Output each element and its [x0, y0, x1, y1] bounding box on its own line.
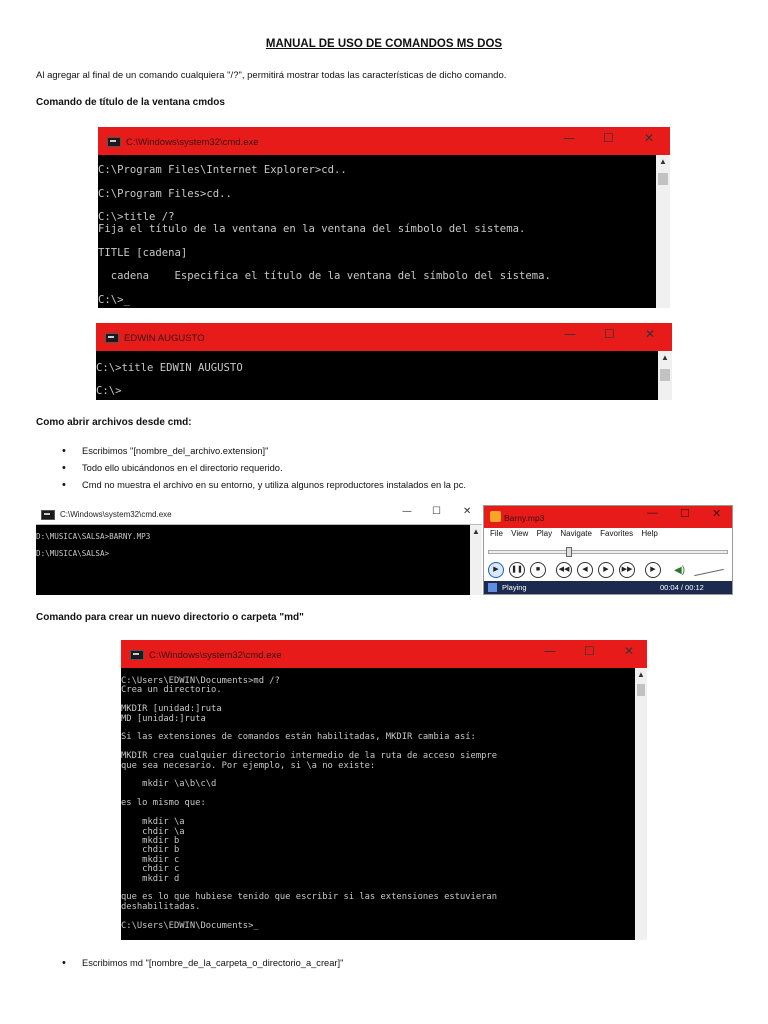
console-line: deshabilitadas. [121, 901, 201, 912]
console-line: chdir b [121, 845, 180, 856]
cmd-window-edwin [96, 323, 672, 400]
console-line: C:\> [96, 385, 122, 397]
menu-item-help[interactable]: Help [641, 529, 658, 538]
console-line [98, 283, 551, 295]
console-line: Crea un directorio. [121, 685, 222, 696]
menu-item-file[interactable]: File [490, 529, 503, 538]
scroll-thumb[interactable] [658, 173, 668, 185]
menu-item-view[interactable]: View [511, 529, 529, 538]
console-output [98, 165, 551, 307]
maximize-icon[interactable]: ☐ [432, 506, 441, 517]
console-line: mkdir \a\b\c\d [121, 779, 217, 790]
console-line: mkdir c [121, 854, 180, 865]
scrollbar[interactable] [656, 155, 670, 308]
player-title: Barny.mp3 [504, 513, 545, 523]
stop-icon[interactable]: ■ [530, 562, 546, 578]
console-line: Fija el título de la ventana en la ventana del símbolo del sistema. [98, 222, 526, 235]
minimize-icon[interactable]: — [402, 506, 412, 517]
console-line: mkdir b [121, 835, 180, 846]
cmd-icon [107, 137, 121, 147]
intro-paragraph: Al agregar al final de un comando cualquiera "/?", permitirá mostrar todas las características de dicho comando. [36, 70, 507, 81]
console-line [98, 236, 551, 248]
cmd-window-title: C:\Windows\system32\cmd.exe [149, 650, 282, 661]
fast-forward-icon[interactable]: ▶ [598, 562, 614, 578]
console-line: mkdir d [121, 873, 180, 884]
heading-open-files: Como abrir archivos desde cmd: [36, 417, 192, 428]
console-line: C:\Users\EDWIN\Documents>md /? [121, 676, 280, 686]
console-line: que es lo que hubiese tenido que escribir si las extensiones estuvieran [121, 892, 498, 903]
console-line: C:\>title /? [98, 211, 175, 224]
next-icon[interactable]: ▶▶ [619, 562, 635, 578]
player-titlebar[interactable] [484, 506, 732, 528]
heading-title-command: Comando de título de la ventana cmdos [36, 97, 225, 108]
scroll-up-icon[interactable]: ▲ [637, 670, 645, 679]
close-icon[interactable]: ✕ [712, 508, 722, 520]
console-output [36, 533, 150, 559]
scroll-up-icon[interactable]: ▲ [659, 157, 667, 166]
play-icon[interactable]: ▶ [488, 562, 504, 578]
cmd-window-titlebar[interactable] [121, 640, 647, 668]
maximize-icon[interactable]: ☐ [584, 644, 595, 658]
console-line: MKDIR [unidad:]ruta [121, 704, 222, 715]
list-item: • Escribimos md "[nombre_de_la_carpeta_o_directorio_a_crear]" [62, 957, 343, 974]
menu-item-play[interactable]: Play [536, 529, 553, 538]
player-status-bar [484, 581, 732, 594]
cmd-icon [130, 650, 144, 660]
scroll-up-icon[interactable]: ▲ [472, 527, 480, 536]
scrollbar[interactable] [635, 668, 647, 940]
player-menu-bar [484, 529, 732, 543]
scroll-thumb[interactable] [637, 684, 645, 696]
close-icon[interactable]: ✕ [644, 131, 655, 145]
console-line: que sea necesario. Por ejemplo, si \a no existe: [121, 760, 376, 771]
console-line: TITLE [cadena] [98, 246, 188, 259]
scrollbar[interactable] [470, 525, 482, 595]
volume-slider[interactable] [694, 569, 724, 576]
console-line: es lo mismo que: [121, 798, 206, 809]
player-status: Playing [502, 583, 527, 592]
cmd-window-title-help [98, 127, 670, 308]
minimize-icon[interactable]: — [563, 131, 575, 145]
minimize-icon[interactable]: — [544, 644, 556, 658]
volume-icon[interactable]: ◀) [674, 565, 686, 576]
previous-icon[interactable]: ◀◀ [556, 562, 572, 578]
cmd-window-titlebar[interactable] [36, 505, 482, 525]
scroll-up-icon[interactable]: ▲ [661, 353, 669, 362]
console-line: cadena Especifica el título de la ventana del símbolo del sistema. [98, 270, 551, 283]
rewind-icon[interactable]: ◀ [577, 562, 593, 578]
status-icon [488, 583, 497, 592]
menu-item-favorites[interactable]: Favorites [600, 529, 634, 538]
heading-md-command: Comando para crear un nuevo directorio o carpeta "md" [36, 612, 304, 623]
bullet-list-md [62, 957, 343, 974]
close-icon[interactable]: ✕ [463, 506, 472, 517]
console-line: chdir c [121, 864, 180, 875]
console-line: D:\MUSICA\SALSA> [36, 549, 110, 559]
cmd-window-titlebar[interactable] [98, 127, 670, 155]
cmd-window-titlebar[interactable] [96, 323, 672, 351]
cmd-window-md [121, 640, 647, 940]
console-line [98, 177, 551, 189]
player-time: 00:04 / 00:12 [660, 583, 704, 592]
close-icon[interactable]: ✕ [645, 327, 656, 341]
console-line: D:\MUSICA\SALSA>BARNY.MP3 [36, 532, 151, 541]
cmd-icon [41, 510, 55, 520]
cmd-window-title: C:\Windows\system32\cmd.exe [60, 510, 172, 519]
console-line: C:\>_ [98, 293, 130, 306]
console-line: C:\Users\EDWIN\Documents>_ [121, 920, 259, 931]
player-controls [484, 560, 732, 582]
console-output [96, 363, 243, 398]
cmd-window-music [36, 505, 482, 595]
maximize-icon[interactable]: ☐ [604, 327, 615, 341]
step-icon[interactable]: ▶ [645, 562, 661, 578]
console-output [121, 677, 497, 931]
console-line: MD [unidad:]ruta [121, 713, 206, 724]
console-line: mkdir \a [121, 817, 185, 828]
seek-handle[interactable] [566, 547, 572, 557]
maximize-icon[interactable]: ☐ [603, 131, 614, 145]
scrollbar[interactable] [658, 351, 672, 400]
seek-bar[interactable] [488, 550, 728, 554]
media-player-window [483, 505, 733, 595]
bullet-list-open-files [62, 445, 466, 496]
list-item: • Todo ello ubicándonos en el directorio requerido. [62, 462, 466, 479]
pause-icon[interactable]: ❚❚ [509, 562, 525, 578]
minimize-icon[interactable]: — [647, 507, 658, 519]
media-player-icon [490, 511, 501, 522]
console-line: C:\Program Files>cd.. [98, 187, 232, 200]
minimize-icon[interactable]: — [564, 327, 576, 341]
list-item: • Escribimos "[nombre_del_archivo.extension]" [62, 445, 466, 462]
console-line: chdir \a [121, 826, 185, 837]
menu-item-navigate[interactable]: Navigate [560, 529, 592, 538]
console-line: MKDIR crea cualquier directorio intermedio de la ruta de acceso siempre [121, 751, 498, 762]
close-icon[interactable]: ✕ [624, 644, 635, 658]
console-line: C:\>title EDWIN AUGUSTO [96, 362, 243, 374]
console-line: Si las extensiones de comandos están habilitadas, MKDIR cambia así: [121, 732, 476, 743]
console-line: C:\Program Files\Internet Explorer>cd.. [98, 164, 347, 176]
cmd-window-title: C:\Windows\system32\cmd.exe [126, 137, 259, 148]
cmd-window-title: EDWIN AUGUSTO [124, 333, 205, 344]
document-title: MANUAL DE USO DE COMANDOS MS DOS [265, 38, 503, 50]
list-item: • Cmd no muestra el archivo en su entorno, y utiliza algunos reproductores instalados en la pc. [62, 479, 466, 496]
maximize-icon[interactable]: ☐ [680, 508, 690, 520]
cmd-icon [105, 333, 119, 343]
scroll-thumb[interactable] [660, 369, 670, 381]
